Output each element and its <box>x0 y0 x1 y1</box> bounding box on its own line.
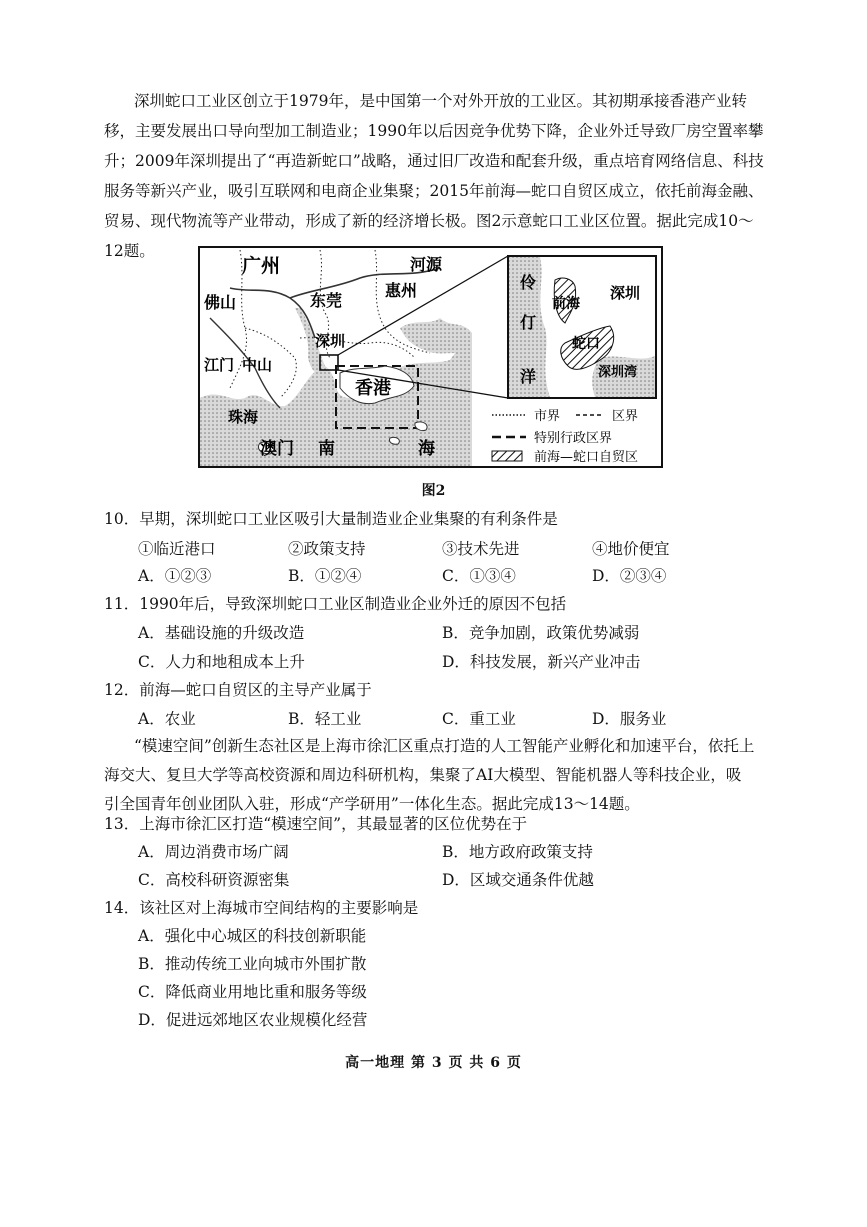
label-macau: 澳门 <box>260 439 294 459</box>
map-svg <box>200 248 661 466</box>
inset-label-ding: 仃 <box>520 313 537 332</box>
q12-option-d[interactable]: D．服务业 <box>592 710 667 728</box>
passage-line: 12题。 <box>104 242 155 260</box>
map-legend <box>492 409 638 465</box>
q12-option-a[interactable]: A．农业 <box>138 710 196 728</box>
inset-label-shenzhenwan: 深圳湾 <box>598 365 638 380</box>
question-11-stem: 11．1990年后，导致深圳蛇口工业区制造业企业外迁的原因不包括 <box>104 595 567 613</box>
legend-sar-boundary: 特别行政区界 <box>534 431 613 446</box>
mirs-bay <box>400 318 472 358</box>
q10-item-2: ②政策支持 <box>288 540 366 558</box>
passage-mosu-space <box>104 732 764 819</box>
inset-label-shekou: 蛇口 <box>572 336 600 352</box>
q11-option-d[interactable]: D．科技发展，新兴产业冲击 <box>442 653 641 671</box>
question-12-stem: 12．前海—蛇口自贸区的主导产业属于 <box>104 681 372 699</box>
inset-map <box>508 256 656 398</box>
q14-option-b[interactable]: B．推动传统工业向城市外围扩散 <box>138 955 367 973</box>
passage-line: “模速空间”创新生态社区是上海市徐汇区重点打造的人工智能产业孵化和加速平台，依托上 <box>134 737 755 755</box>
q10-option-b[interactable]: B．①②④ <box>288 567 362 585</box>
q13-option-c[interactable]: C．高校科研资源密集 <box>138 871 290 889</box>
q10-option-c[interactable]: C．①③④ <box>442 567 516 585</box>
q11-option-a[interactable]: A．基础设施的升级改造 <box>138 624 305 642</box>
label-zhongshan: 中山 <box>242 356 273 374</box>
q12-option-b[interactable]: B．轻工业 <box>288 710 362 728</box>
legend-city-boundary: 市界 <box>534 409 561 424</box>
passage-line: 海交大、复旦大学等高校资源和周边科研机构，集聚了AI大模型、智能机器人等科技企业，吸 <box>104 766 742 784</box>
q11-option-c[interactable]: C．人力和地租成本上升 <box>138 653 305 671</box>
figure-2-map <box>198 246 663 468</box>
q10-item-1: ①临近港口 <box>138 540 216 558</box>
passage-line: 服务等新兴产业，吸引互联网和电商企业集聚；2015年前海—蛇口自贸区成立，依托前海金融、 <box>104 182 764 200</box>
q10-option-d[interactable]: D．②③④ <box>592 567 667 585</box>
legend-ftz: 前海—蛇口自贸区 <box>534 450 639 465</box>
passage-shekou <box>104 86 764 266</box>
label-nan: 南 <box>318 439 335 459</box>
label-huizhou: 惠州 <box>385 281 418 300</box>
label-dongguan: 东莞 <box>310 291 343 310</box>
label-guangzhou: 广州 <box>242 255 281 277</box>
inset-label-ling: 伶 <box>520 273 537 292</box>
label-zhuhai: 珠海 <box>228 408 259 426</box>
q12-option-c[interactable]: C．重工业 <box>442 710 516 728</box>
legend-district-boundary: 区界 <box>612 409 639 424</box>
page-footer: 高一地理 第 3 页 共 6 页 <box>345 1055 522 1071</box>
question-10-stem: 10．早期，深圳蛇口工业区吸引大量制造业企业集聚的有利条件是 <box>104 510 558 528</box>
q10-item-4: ④地价便宜 <box>592 540 670 558</box>
label-hai: 海 <box>418 439 435 459</box>
passage-line: 升；2009年深圳提出了“再造新蛇口”战略，通过旧厂改造和配套升级，重点培育网络信息、科技 <box>104 152 764 170</box>
inset-label-qianhai: 前海 <box>552 296 580 312</box>
inset-label-shenzhen: 深圳 <box>610 284 641 302</box>
figure-caption: 图2 <box>421 483 446 499</box>
island <box>389 437 399 444</box>
question-13-stem: 13．上海市徐汇区打造“模速空间”，其最显著的区位优势在于 <box>104 815 528 833</box>
question-14-stem: 14．该社区对上海城市空间结构的主要影响是 <box>104 899 419 917</box>
label-heyuan: 河源 <box>410 255 443 274</box>
passage-line: 引全国青年创业团队入驻，形成“产学研用”一体化生态。据此完成13～14题。 <box>104 795 640 813</box>
passage-line: 移，主要发展出口导向型加工制造业；1990年以后因竞争优势下降，企业外迁导致厂房空置率攀 <box>104 122 764 140</box>
passage-line: 贸易、现代物流等产业带动，形成了新的经济增长极。图2示意蛇口工业区位置。据此完成10～ <box>104 212 754 230</box>
q14-option-c[interactable]: C．降低商业用地比重和服务等级 <box>138 983 367 1001</box>
q10-item-3: ③技术先进 <box>442 540 520 558</box>
q13-option-d[interactable]: D．区域交通条件优越 <box>442 871 594 889</box>
label-hongkong: 香港 <box>355 378 391 399</box>
q10-option-a[interactable]: A．①②③ <box>138 567 212 585</box>
inset-label-yang: 洋 <box>520 367 537 386</box>
label-jiangmen: 江门 <box>204 356 235 374</box>
passage-line: 深圳蛇口工业区创立于1979年，是中国第一个对外开放的工业区。其初期承接香港产业转 <box>134 92 747 110</box>
q13-option-b[interactable]: B．地方政府政策支持 <box>442 843 593 861</box>
label-foshan: 佛山 <box>204 293 237 312</box>
q14-option-d[interactable]: D．促进远郊地区农业规模化经营 <box>138 1011 368 1029</box>
q11-option-b[interactable]: B．竞争加剧，政策优势减弱 <box>442 624 640 642</box>
q13-option-a[interactable]: A．周边消费市场广阔 <box>138 843 289 861</box>
label-shenzhen: 深圳 <box>315 332 346 350</box>
q14-option-a[interactable]: A．强化中心城区的科技创新职能 <box>138 927 367 945</box>
